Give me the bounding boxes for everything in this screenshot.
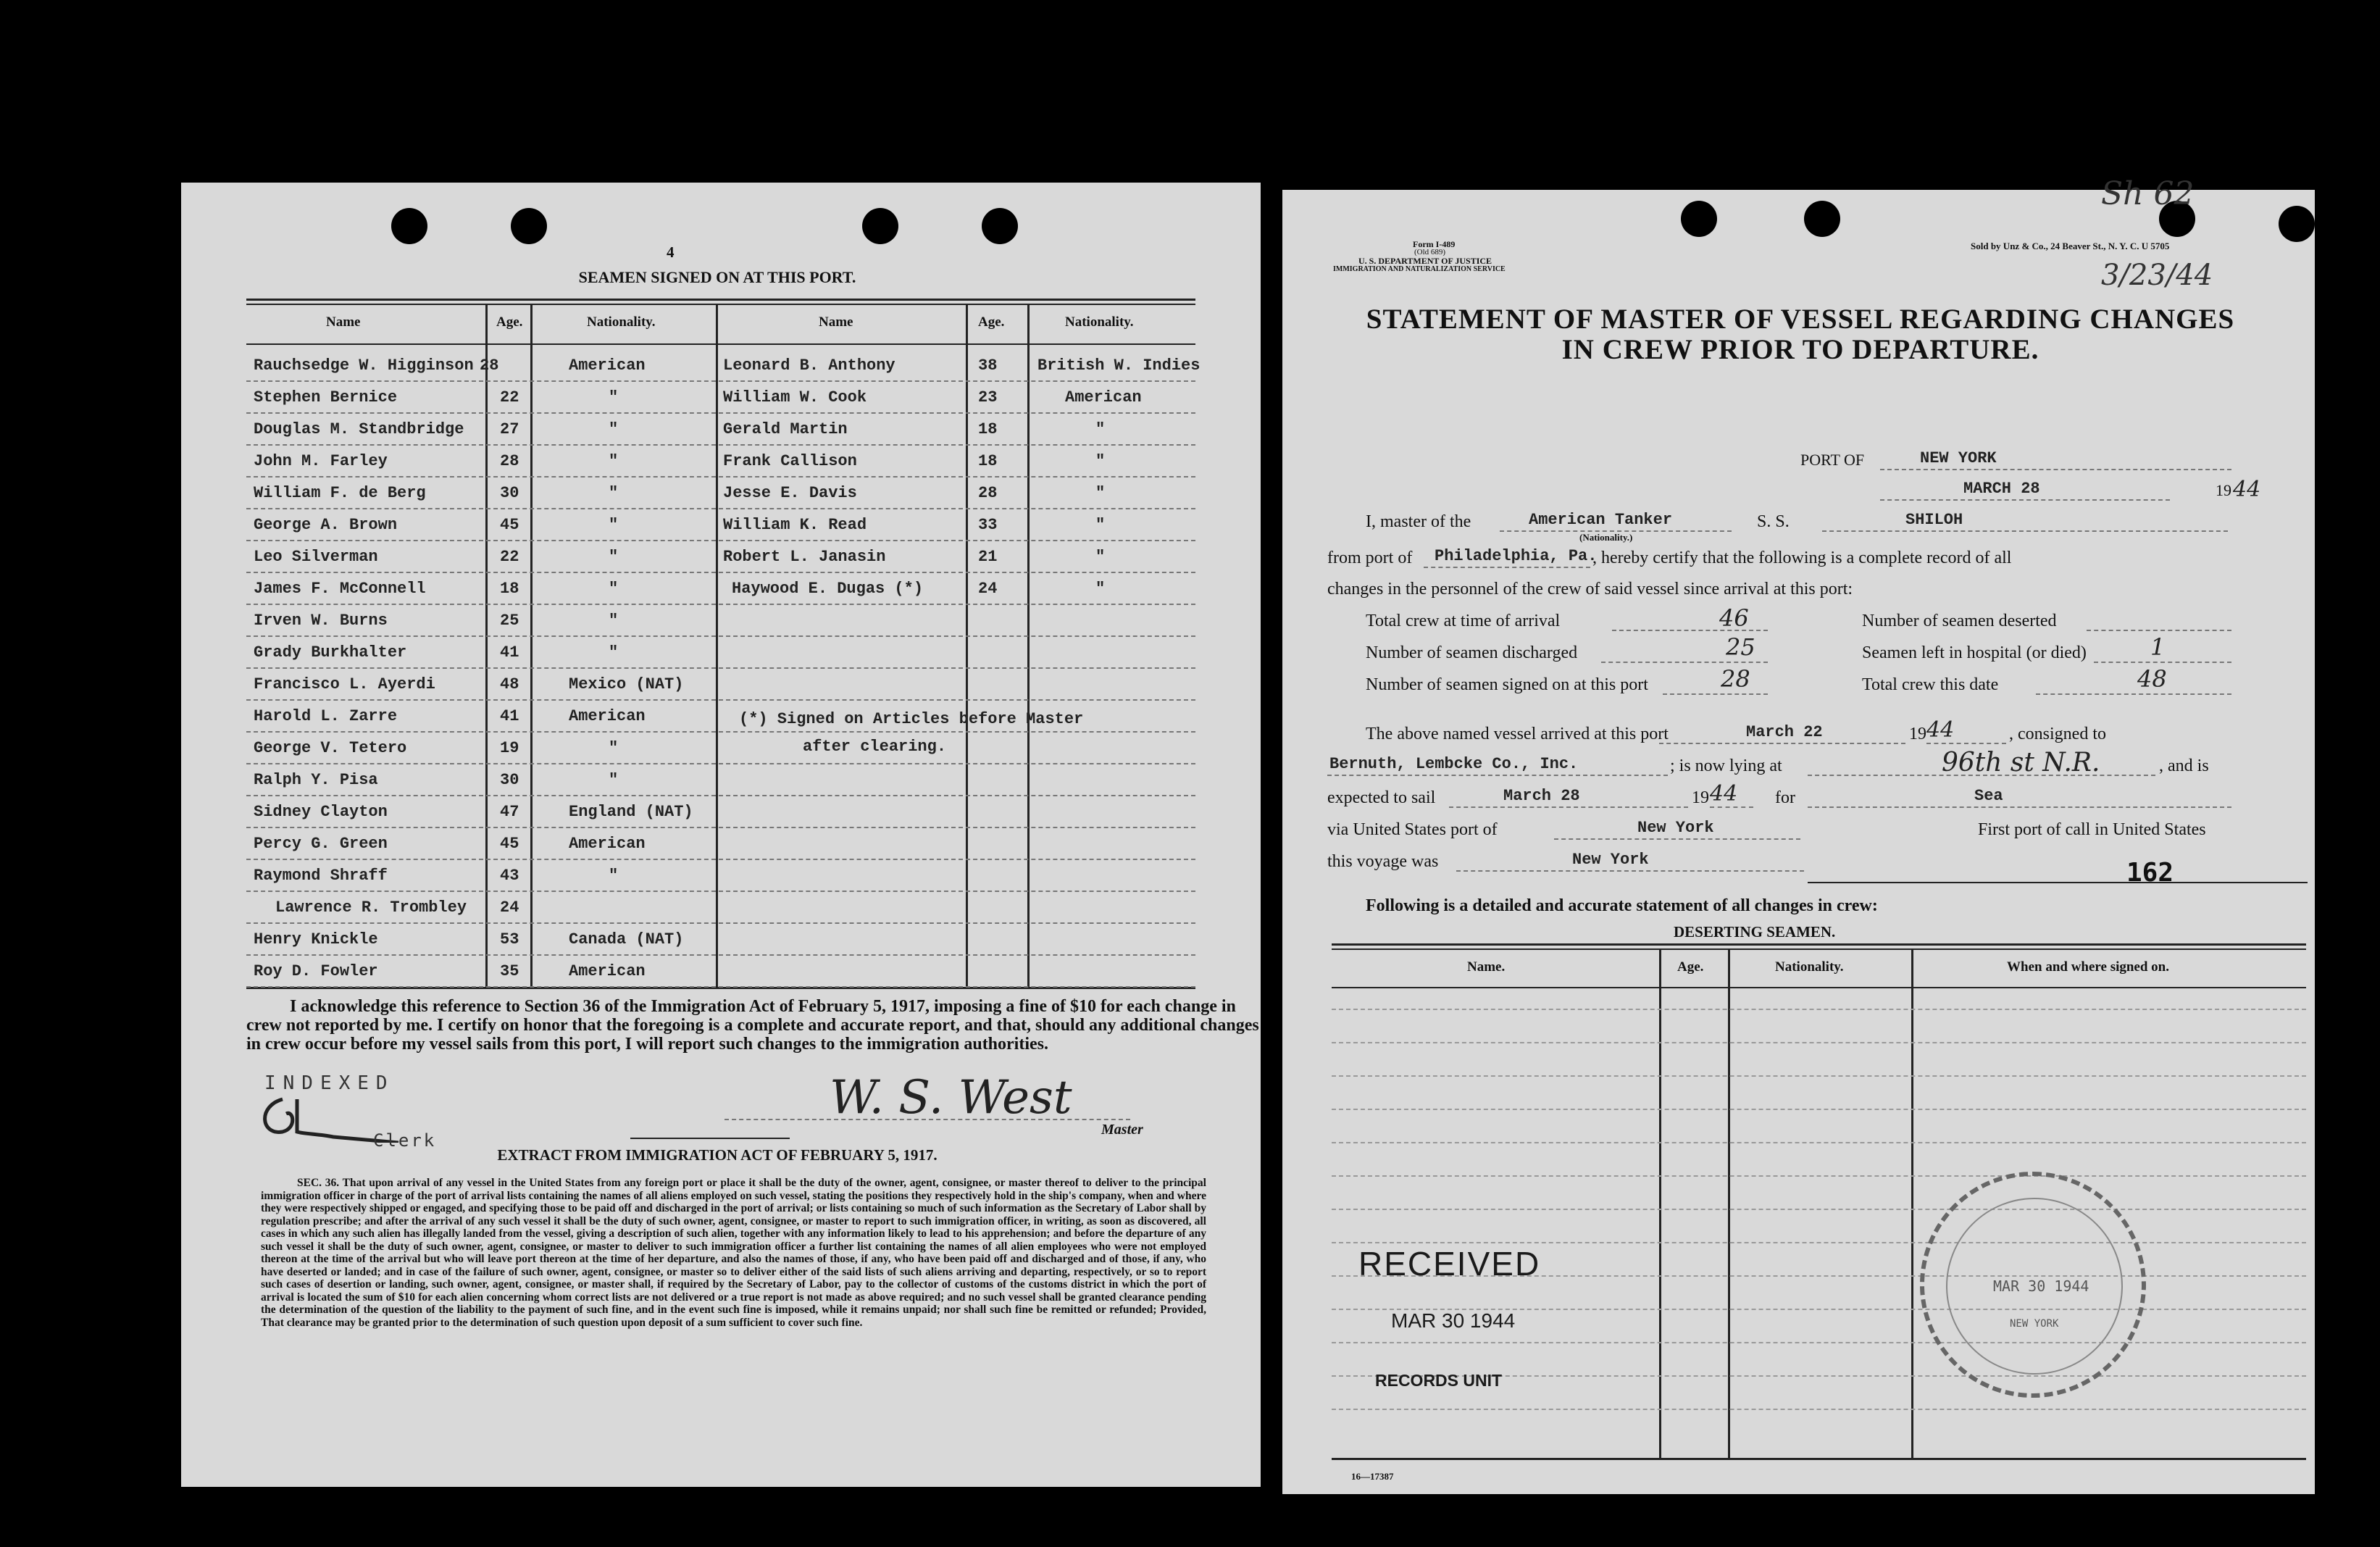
column-header-age: Age. (978, 314, 1005, 330)
table-row-rule (246, 540, 1195, 541)
year-prefix: 19 (2216, 481, 2231, 499)
seaman-nationality: " (609, 643, 619, 662)
table-row-rule (246, 476, 1195, 478)
seaman-nationality: " (609, 388, 619, 406)
column-header-age: Age. (496, 314, 523, 330)
lying-label: ; is now lying at (1670, 756, 1782, 775)
seaman-name: Douglas M. Standbridge (254, 420, 464, 438)
table-row-rule (246, 444, 1195, 446)
fill-line (2036, 693, 2231, 695)
table-row-rule (246, 763, 1195, 764)
seaman-age: 30 (500, 484, 519, 502)
seaman-name: Raymond Shraff (254, 867, 388, 885)
fill-line (2087, 630, 2231, 631)
articles-note-line1: (*) Signed on Articles before Master (739, 710, 1084, 728)
consigned-label: , consigned to (2009, 725, 2106, 743)
seaman-name: Gerald Martin (723, 420, 848, 438)
seaman-age: 18 (978, 452, 998, 470)
expected-year: 44 (1710, 781, 1738, 806)
deserting-row-rule (1332, 1242, 2306, 1243)
signed-on-label: Number of seamen signed on at this port (1366, 675, 1648, 694)
seaman-name: Ralph Y. Pisa (254, 771, 378, 789)
fill-line (1659, 743, 1905, 744)
fill-line (1554, 838, 1800, 840)
fill-line (1880, 469, 2231, 470)
for-label: for (1775, 788, 1795, 807)
table-row-rule (246, 795, 1195, 796)
articles-note-line2: after clearing. (803, 738, 947, 756)
master-label: Master (1101, 1122, 1143, 1138)
signed-on-value: 28 (1721, 665, 1750, 693)
seaman-age: 27 (500, 420, 519, 438)
table-top-rule (246, 299, 1195, 301)
received-date: MAR 30 1944 (1391, 1309, 1516, 1332)
seaman-nationality: " (609, 580, 619, 598)
seaman-name: Grady Burkhalter (254, 643, 407, 662)
via-value: New York (1637, 819, 1714, 837)
statement-year: 44 (2233, 477, 2261, 502)
received-stamp: RECEIVED (1358, 1245, 1541, 1283)
seaman-nationality: Mexico (NAT) (569, 675, 684, 693)
seaman-age: 53 (500, 930, 519, 948)
service-name: IMMIGRATION AND NATURALIZATION SERVICE (1333, 265, 1506, 273)
via-label: via United States port of (1327, 820, 1498, 839)
seaman-age: 30 (500, 771, 519, 789)
extract-rule (630, 1138, 790, 1139)
table-top-rule (246, 304, 1195, 305)
seaman-name: Leo Silverman (254, 548, 378, 566)
seaman-age: 22 (500, 548, 519, 566)
seaman-nationality: " (609, 771, 619, 789)
seaman-nationality: " (609, 867, 619, 885)
seamen-signed-title: SEAMEN SIGNED ON AT THIS PORT. (578, 268, 856, 286)
deserting-row-rule (1332, 1175, 2306, 1177)
seaman-age: 45 (500, 516, 519, 534)
total-arrival-value: 46 (1719, 604, 1749, 632)
deserting-row-rule (1332, 1109, 2306, 1110)
seaman-nationality: American (569, 356, 646, 375)
table-row-rule (246, 731, 1195, 733)
table-row-rule (246, 859, 1195, 860)
table-row-rule (246, 986, 1195, 988)
total-date-label: Total crew this date (1862, 675, 1999, 694)
fill-line (1449, 806, 1688, 808)
hospital-label: Seamen left in hospital (or died) (1862, 643, 2087, 662)
seaman-nationality: Canada (NAT) (569, 930, 684, 948)
seaman-name: Percy G. Green (254, 835, 388, 853)
seaman-name: Rauchsedge W. Higginson (254, 356, 474, 375)
seaman-nationality: American (569, 835, 646, 853)
column-header-nationality: Nationality. (1775, 959, 1844, 975)
first-call-label: First port of call in United States (1978, 820, 2206, 839)
changes-text: changes in the personnel of the crew of said vessel since arrival at this port: (1327, 580, 1853, 599)
deserting-table-bottom-rule (1332, 1458, 2306, 1460)
fill-line (1456, 870, 1804, 872)
seaman-nationality: " (609, 516, 619, 534)
column-rule (1659, 948, 1661, 1458)
seaman-nationality: " (1095, 580, 1106, 598)
seaman-age: 28 (500, 452, 519, 470)
seaman-name: George V. Tetero (254, 739, 407, 757)
vessel-nationality: American Tanker (1529, 511, 1673, 529)
table-header-rule (246, 343, 1195, 345)
seaman-name: George A. Brown (254, 516, 398, 534)
punch-hole (982, 208, 1018, 244)
table-row-rule (246, 380, 1195, 382)
following-text: Following is a detailed and accurate statement of all changes in crew: (1366, 896, 1878, 915)
seaman-age: 19 (500, 739, 519, 757)
deserting-row-rule (1332, 1409, 2306, 1410)
seaman-nationality: England (NAT) (569, 803, 693, 821)
punch-hole (1804, 201, 1840, 237)
clerk-label: Clerk (373, 1130, 437, 1151)
seaman-name: James F. McConnell (254, 580, 426, 598)
seaman-name: Stephen Bernice (254, 388, 398, 406)
column-header-name: Name (819, 314, 853, 330)
fill-line (1808, 882, 2308, 883)
ss-label: S. S. (1757, 512, 1790, 531)
handwritten-date: 3/23/44 (2101, 259, 2213, 292)
seaman-age: 43 (500, 867, 519, 885)
department-name: U. S. DEPARTMENT OF JUSTICE (1358, 256, 1492, 266)
column-rule (1728, 948, 1730, 1458)
expected-label: expected to sail (1327, 788, 1436, 807)
left-page (181, 183, 1261, 1487)
form-code: 16—17387 (1351, 1471, 1394, 1482)
deserted-label: Number of seamen deserted (1862, 612, 2057, 630)
seaman-nationality: " (1095, 516, 1106, 534)
table-row-rule (246, 508, 1195, 509)
seaman-age: 18 (500, 580, 519, 598)
seaman-name: Lawrence R. Trombley (275, 898, 467, 917)
seaman-nationality: " (1095, 548, 1106, 566)
seaman-nationality: " (609, 420, 619, 438)
column-rule (716, 304, 718, 987)
fill-line (1926, 743, 2006, 744)
table-row-rule (246, 604, 1195, 605)
seaman-name: Haywood E. Dugas (*) (732, 580, 924, 598)
fill-line (1710, 806, 1753, 808)
table-row-rule (246, 922, 1195, 924)
seaman-age: 35 (500, 962, 519, 980)
punch-hole (2279, 206, 2315, 242)
deserting-table-top-rule (1332, 943, 2306, 946)
fill-line (1601, 662, 1768, 663)
seaman-name: Jesse E. Davis (723, 484, 857, 502)
seaman-age: 41 (500, 707, 519, 725)
seaman-age: 24 (500, 898, 519, 917)
column-rule (485, 304, 488, 987)
table-row-rule (246, 635, 1195, 637)
for-value: Sea (1974, 787, 2003, 805)
seaman-nationality: American (1065, 388, 1142, 406)
seaman-age: 18 (978, 420, 998, 438)
column-header-name: Name. (1467, 959, 1506, 975)
seaman-nationality: " (1095, 420, 1106, 438)
acknowledgement-text: I acknowledge this reference to Section 36 of the Immigration Act of February 5, 1917, imposing a fine of $10 for each change in crew not reported by me. I certify on honor that the foregoing is a complete and accurate report, and that, should any additional changes in crew occur before my vessel sails from this port, I will report such changes to the immigration authorities. (246, 997, 1259, 1054)
fill-line (1808, 806, 2231, 808)
seaman-name: Sidney Clayton (254, 803, 388, 821)
seaman-age: 21 (978, 548, 998, 566)
discharged-label: Number of seamen discharged (1366, 643, 1578, 662)
handwritten-corner-note: Sh 62 (2101, 175, 2195, 212)
table-row-rule (246, 827, 1195, 828)
column-header-age: Age. (1677, 959, 1704, 975)
from-port-label: from port of (1327, 549, 1413, 567)
port-of-value: NEW YORK (1920, 449, 1997, 467)
deserting-table-header-rule (1332, 987, 2306, 988)
table-row-rule (246, 412, 1195, 414)
fill-line (1880, 499, 2170, 501)
seaman-name: William W. Cook (723, 388, 867, 406)
seaman-nationality: American (569, 707, 646, 725)
deserting-seamen-title: DESERTING SEAMEN. (1674, 923, 1836, 941)
seaman-nationality: " (609, 548, 619, 566)
page-number: 4 (667, 243, 675, 261)
hospital-value: 1 (2150, 633, 2166, 661)
seaman-age: 47 (500, 803, 519, 821)
seaman-age: 38 (978, 356, 998, 375)
indexed-stamp: INDEXED (264, 1072, 395, 1094)
seaman-name: Roy D. Fowler (254, 962, 378, 980)
deserting-row-rule (1332, 1075, 2306, 1077)
deserting-row-rule (1332, 1009, 2306, 1010)
seaman-nationality: American (569, 962, 646, 980)
and-is-label: , and is (2159, 756, 2209, 775)
arrived-label: The above named vessel arrived at this port (1366, 725, 1669, 743)
voyage-label: this voyage was (1327, 852, 1439, 871)
seaman-age: 22 (500, 388, 519, 406)
seaman-age: 41 (500, 643, 519, 662)
column-rule (1911, 948, 1913, 1458)
punch-hole (1681, 201, 1717, 237)
arrived-date: March 22 (1746, 723, 1823, 741)
seaman-nationality: " (609, 612, 619, 630)
seaman-nationality: " (609, 739, 619, 757)
punch-hole (511, 208, 547, 244)
consignee-value: Bernuth, Lembcke Co., Inc. (1329, 755, 1579, 773)
round-stamp-city: NEW YORK (2010, 1318, 2059, 1330)
total-arrival-label: Total crew at time of arrival (1366, 612, 1561, 630)
seaman-name: Leonard B. Anthony (723, 356, 895, 375)
voyage-value: New York (1572, 851, 1649, 869)
right-page (1282, 175, 2315, 1494)
punch-hole (391, 208, 427, 244)
form-old-number: (Old 689) (1414, 248, 1446, 257)
round-stamp (1920, 1172, 2146, 1398)
seaman-nationality: " (609, 484, 619, 502)
column-header-nationality: Nationality. (587, 314, 656, 330)
fill-line (1663, 693, 1768, 695)
seaman-nationality: " (1095, 484, 1106, 502)
table-row-rule (246, 891, 1195, 892)
table-row-rule (246, 954, 1195, 956)
master-of-the-label: I, master of the (1366, 512, 1471, 531)
table-row-rule (246, 699, 1195, 701)
ship-name: SHILOH (1905, 511, 1963, 529)
fill-line (1822, 530, 2228, 532)
port-of-label: PORT OF (1800, 451, 1865, 469)
deserting-row-rule (1332, 1209, 2306, 1210)
seaman-age: 33 (978, 516, 998, 534)
seaman-age: 25 (500, 612, 519, 630)
extract-text: SEC. 36. That upon arrival of any vessel in the United States from any foreign port or place it shall be the duty of the owner, agent, consignee, or master thereof to deliver to the principal immigration officer in charge of the port of arrival lists containing the names of all aliens employed on such vessel, stating the positions they respectively hold in the ship's company, when and where they were respectively shipped or engaged, and specifying those to be paid off and discharged in the port of arrival; or lists containing so much of such information as the Secretary of Labor shall by regulation prescribe; and after the arrival of any such vessel it shall be the duty of such owner, agent, consignee, or master to report to such immigration officer, in writing, as soon as discovered, all cases in which any such alien has illegally landed from the vessel, giving a description of such alien, together with any information likely to lead to his apprehension; and before the departure of any such vessel it shall be the duty of such owner, agent, consignee, or master to deliver to such immigration officer a further list containing the names of all alien employees who were not employed thereon at the time of the arrival but who will leave port thereon at the time of her departure, and also the names of those, if any, who have been paid off and discharged and of those, if any, who have deserted or landed; and in case of the failure of such owner, agent, consignee, or master so to deliver either of the said lists of such aliens arriving and departing, respectively, or so to report such cases of desertion or landing, such owner, agent, consignee, or master shall, if required by the Secretary of Labor, pay to the collector of customs of the customs district in which the port of arrival is located the sum of $10 for each alien concerning whom correct lists are not delivered or a true report is not made as above required; and no such vessel shall be granted clearance pending the determination of the question of the liability to the payment of such fine, and in the event such fine is imposed, while it remains unpaid; nor shall such fine be remitted or refunded; Provided, That clearance may be granted prior to the determination of such question upon deposit of a sum sufficient to cover such fine. (261, 1177, 1206, 1329)
punch-hole (862, 208, 898, 244)
deserting-row-rule (1332, 1142, 2306, 1143)
document-title-line1: STATEMENT OF MASTER OF VESSEL REGARDING CHANGES (1366, 304, 2235, 335)
seaman-age: 24 (978, 580, 998, 598)
total-date-value: 48 (2137, 665, 2167, 693)
fill-line (1327, 775, 1668, 776)
column-rule (966, 304, 968, 987)
table-row-rule (246, 667, 1195, 669)
seaman-nationality: " (1095, 452, 1106, 470)
seller-imprint: Sold by Unz & Co., 24 Beaver St., N. Y. C. U 5705 (1971, 241, 2170, 251)
deserting-table-top-rule (1332, 948, 2306, 950)
fill-line (1500, 530, 1732, 532)
seaman-age: 48 (500, 675, 519, 693)
arrived-year: 44 (1926, 717, 1955, 743)
column-header-when-where: When and where signed on. (2007, 959, 2170, 975)
seaman-nationality: " (609, 452, 619, 470)
arrived-year-prefix: 19 (1909, 725, 1926, 743)
seaman-nationality: British W. Indies (1037, 356, 1201, 375)
seaman-name: William F. de Berg (254, 484, 426, 502)
document-title-line2: IN CREW PRIOR TO DEPARTURE. (1561, 334, 2039, 365)
deserting-row-rule (1332, 1042, 2306, 1043)
certify-text: , hereby certify that the following is a complete record of all (1592, 549, 2012, 567)
fill-line (2094, 662, 2231, 663)
column-rule (530, 304, 533, 987)
seaman-age: 23 (978, 388, 998, 406)
form-number: Form I-489 (1413, 239, 1456, 249)
seaman-age: 28 (978, 484, 998, 502)
discharged-value: 25 (1726, 633, 1755, 661)
stamp-number: 162 (2126, 858, 2174, 888)
seaman-age: 28 (480, 356, 499, 375)
fill-line (1424, 567, 1590, 568)
seaman-name: Henry Knickle (254, 930, 378, 948)
table-row-rule (246, 572, 1195, 573)
lying-value: 96th st N.R. (1942, 748, 2100, 777)
seaman-name: Irven W. Burns (254, 612, 388, 630)
seaman-name: Robert L. Janasin (723, 548, 886, 566)
seaman-name: Francisco L. Ayerdi (254, 675, 435, 693)
records-unit-stamp: RECORDS UNIT (1375, 1371, 1503, 1390)
signature-line (725, 1119, 1130, 1120)
round-stamp-date: MAR 30 1944 (1993, 1277, 2089, 1295)
expected-year-prefix: 19 (1692, 788, 1709, 807)
from-port-value: Philadelphia, Pa. (1435, 547, 1598, 565)
column-header-nationality: Nationality. (1065, 314, 1134, 330)
statement-date: MARCH 28 (1963, 480, 2040, 498)
nationality-caption: (Nationality.) (1579, 532, 1633, 543)
column-header-name: Name (326, 314, 361, 330)
seaman-name: John M. Farley (254, 452, 388, 470)
column-rule (1027, 304, 1030, 987)
seaman-name: William K. Read (723, 516, 867, 534)
seaman-age: 45 (500, 835, 519, 853)
seaman-name: Harold L. Zarre (254, 707, 398, 725)
extract-title: EXTRACT FROM IMMIGRATION ACT OF FEBRUARY 5, 1917. (497, 1146, 938, 1164)
seaman-name: Frank Callison (723, 452, 857, 470)
expected-date: March 28 (1503, 787, 1580, 805)
fill-line (1808, 775, 2155, 776)
master-signature: W. S. West (830, 1071, 1072, 1125)
deserting-row-rule (1332, 1342, 2306, 1343)
